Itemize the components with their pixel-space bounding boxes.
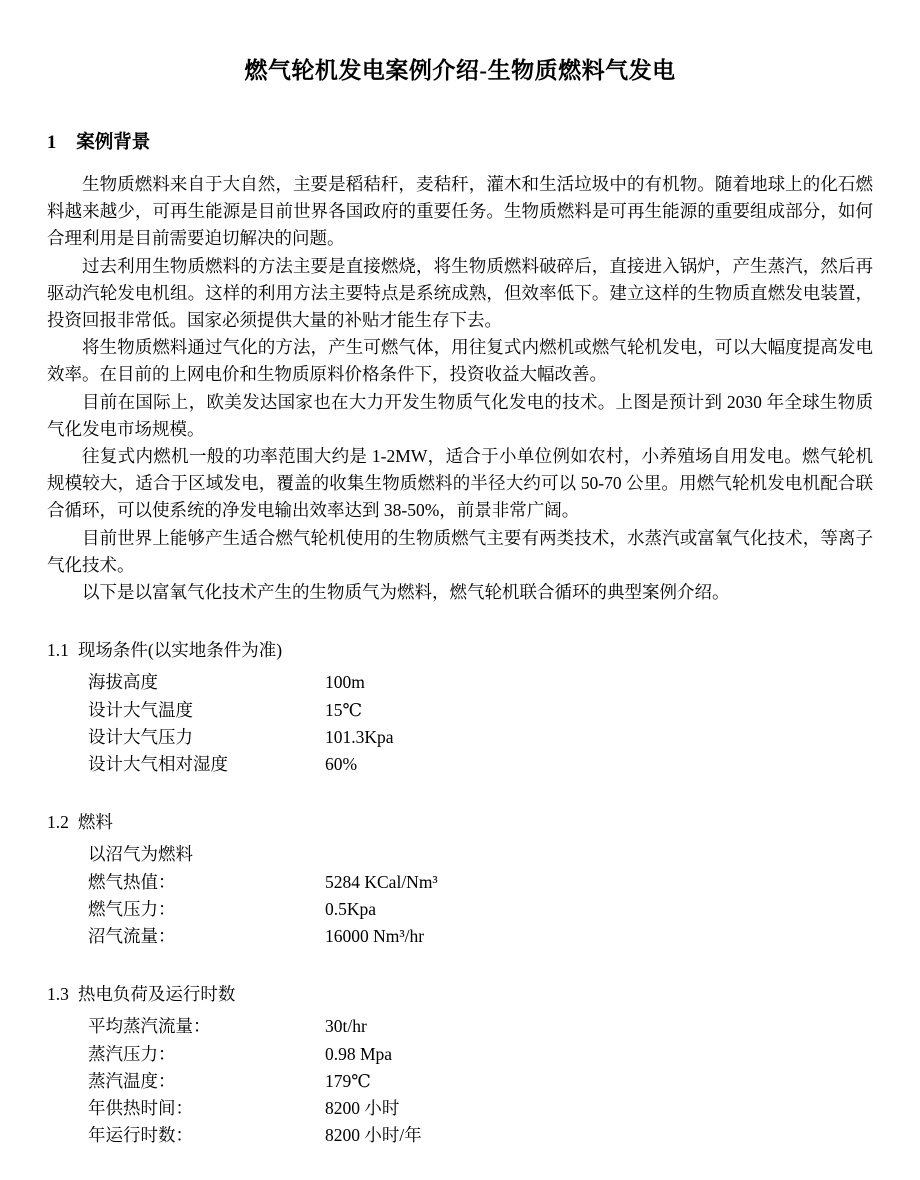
spec-value: 16000 Nm³/hr bbox=[325, 926, 425, 947]
document-title: 燃气轮机发电案例介绍-生物质燃料气发电 bbox=[244, 58, 676, 83]
spec-row-steam-flow bbox=[88, 1013, 873, 1040]
spec-row-steam-temperature bbox=[88, 1068, 873, 1095]
section-1-3 bbox=[47, 981, 873, 1149]
spec-value: 30t/hr bbox=[325, 1016, 367, 1037]
spec-value: 8200 小时/年 bbox=[325, 1125, 422, 1146]
paragraph-6: 目前世界上能够产生适合燃气轮机使用的生物质燃气主要有两类技术，水蒸汽或富氧气化技术，等离子气化技术。 bbox=[47, 527, 873, 575]
fuel-note: 以沼气为燃料 bbox=[88, 844, 193, 865]
section-1-2-heading bbox=[47, 809, 873, 836]
spec-label: 平均蒸汽流量： bbox=[88, 1016, 211, 1037]
section-1-1-title: 现场条件(以实地条件为准) bbox=[77, 640, 283, 661]
spec-row-design-humidity bbox=[88, 751, 873, 778]
spec-row-design-pressure bbox=[88, 724, 873, 751]
spec-value: 179℃ bbox=[325, 1070, 371, 1091]
spec-value: 60% bbox=[325, 754, 358, 775]
section-1-2 bbox=[47, 809, 873, 950]
spec-value: 15℃ bbox=[325, 699, 363, 720]
spec-value: 5284 KCal/Nm³ bbox=[325, 871, 438, 892]
paragraph-7: 以下是以富氧气化技术产生的生物质气为燃料，燃气轮机联合循环的典型案例介绍。 bbox=[82, 582, 730, 603]
spec-value: 0.5Kpa bbox=[325, 898, 377, 919]
spec-label: 沼气流量： bbox=[88, 926, 176, 947]
spec-value: 100m bbox=[325, 672, 365, 693]
spec-row-annual-heating-hours bbox=[88, 1095, 873, 1122]
spec-row-annual-operating-hours bbox=[88, 1122, 873, 1149]
paragraph-2: 过去利用生物质燃料的方法主要是直接燃烧，将生物质燃料破碎后，直接进入锅炉，产生蒸汽，然后再驱动汽轮发电机组。这样的利用方法主要特点是系统成熟，但效率低下。建立这样的生物质直燃发电装置，投资回报非常低。国家必须提供大量的补贴才能生存下去。 bbox=[47, 255, 873, 331]
spec-label: 蒸汽压力： bbox=[88, 1043, 176, 1064]
spec-label: 燃气热值： bbox=[88, 871, 176, 892]
section-1-heading bbox=[47, 131, 873, 156]
spec-row-heating-value bbox=[88, 869, 873, 896]
spec-label: 年运行时数： bbox=[88, 1125, 193, 1146]
spec-row-altitude bbox=[88, 669, 873, 696]
spec-label: 蒸汽温度： bbox=[88, 1070, 176, 1091]
spec-label: 海拔高度 bbox=[88, 672, 158, 693]
section-1-3-title: 热电负荷及运行时数 bbox=[77, 984, 236, 1005]
paragraph-5: 往复式内燃机一般的功率范围大约是 1-2MW，适合于小单位例如农村，小养殖场自用发电。燃气轮机规模较大，适合于区域发电，覆盖的收集生物质燃料的半径大约可以 50-70 公里。用燃气轮机发电机配合联合循环，可以使系统的净发电输出效率达到 38-50%，前景非常广阔。 bbox=[47, 446, 873, 521]
spec-row-design-temperature bbox=[88, 697, 873, 724]
section-1-2-title: 燃料 bbox=[77, 812, 113, 833]
section-1-1-heading bbox=[47, 637, 873, 664]
spec-label: 年供热时间： bbox=[88, 1098, 193, 1119]
spec-row-gas-pressure bbox=[88, 896, 873, 923]
section-1-title: 案例背景 bbox=[76, 133, 151, 153]
spec-row-gas-flow bbox=[88, 923, 873, 950]
spec-label: 设计大气温度 bbox=[88, 699, 193, 720]
paragraph-1: 生物质燃料来自于大自然，主要是稻秸秆，麦秸秆，灌木和生活垃圾中的有机物。随着地球上的化石燃料越来越少，可再生能源是目前世界各国政府的重要任务。生物质燃料是可再生能源的重要组成部分，如何合理利用是目前需要迫切解决的问题。 bbox=[47, 174, 873, 249]
spec-label: 设计大气相对湿度 bbox=[88, 754, 228, 775]
section-1-body bbox=[47, 171, 873, 606]
section-1-number: 1 bbox=[47, 133, 57, 153]
spec-label: 设计大气压力 bbox=[88, 726, 193, 747]
paragraph-3: 将生物质燃料通过气化的方法，产生可燃气体，用往复式内燃机或燃气轮机发电，可以大幅度提高发电效率。在目前的上网电价和生物质原料价格条件下，投资收益大幅改善。 bbox=[47, 337, 873, 385]
section-1-3-number: 1.3 bbox=[47, 984, 69, 1005]
section-1-3-heading bbox=[47, 981, 873, 1008]
spec-value: 0.98 Mpa bbox=[325, 1043, 393, 1064]
paragraph-4: 目前在国际上，欧美发达国家也在大力开发生物质气化发电的技术。上图是预计到 2030 年全球生物质气化发电市场规模。 bbox=[47, 391, 873, 439]
spec-row-steam-pressure bbox=[88, 1041, 873, 1068]
section-1-1 bbox=[47, 637, 873, 778]
spec-label: 燃气压力： bbox=[88, 898, 176, 919]
spec-value: 101.3Kpa bbox=[325, 726, 394, 747]
section-1-2-number: 1.2 bbox=[47, 812, 69, 833]
spec-value: 8200 小时 bbox=[325, 1098, 400, 1119]
section-1-1-number: 1.1 bbox=[47, 640, 69, 661]
